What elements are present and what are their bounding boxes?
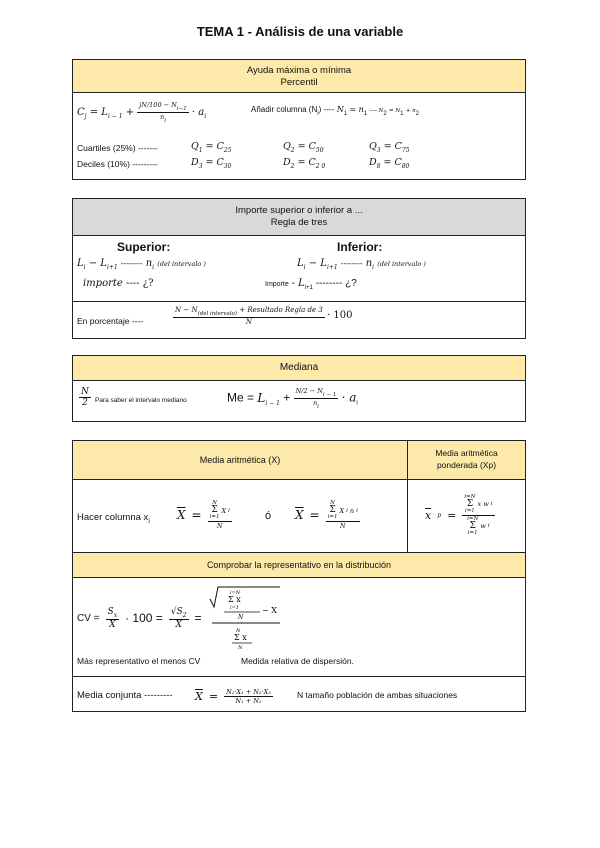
percentil-header-line2: Percentil (280, 77, 318, 88)
hacer-columna: Hacer columna $x_i$ (77, 512, 151, 525)
porcentaje-row (73, 302, 525, 339)
mas-representativo: Más representativo el menos CV (77, 656, 201, 666)
superior-label: Superior: (117, 240, 171, 254)
d2: $D_2 = C_{2 0}$ (283, 157, 326, 170)
svg-text:Σ x: Σ x (233, 633, 247, 642)
cv-row (73, 578, 525, 677)
comprobar-header: Comprobar la representativo en la distribución (73, 553, 525, 578)
conjunta-desc: N tamaño población de ambas situaciones (297, 690, 458, 700)
media-ponderada-formula: $\overline{x}$ p = i=N Σ i=1 x w i i=N Σ i=1 w i (425, 493, 493, 536)
cv-formula: CV = $\frac{S_x}{X}$ · 100 = $\frac{√S_2}{X}$ = i=N Σ x i=1 N − X N Σ x N (77, 596, 282, 640)
svg-text:− X: − X (261, 606, 277, 615)
svg-text:Σ x: Σ x (227, 595, 241, 604)
svg-text:N: N (237, 645, 242, 651)
deciles-label: Deciles (10%) --------- (77, 159, 158, 169)
percentil-header-line1: Ayuda máxima o mínima (246, 65, 352, 76)
q1: $Q_1 = C_{25}$ (191, 141, 232, 154)
media-formula-1: $\overline{X}$ = N Σ i=1 X i N (177, 500, 230, 530)
media-header-right (408, 441, 525, 479)
intervalo-mediano-label: Para saber el intervalo mediano (95, 397, 187, 404)
media-formulas-row (73, 480, 525, 553)
percentil-header (73, 60, 525, 93)
media-header-left: Media aritmética (X) (73, 441, 408, 479)
inferior-label: Inferior: (337, 240, 383, 254)
percentil-body (73, 93, 525, 179)
media-divider (407, 480, 408, 552)
add-column-text: Añadir columna $(N_i)$ ---- $N_1 = n_1$ ---- $N_2 = N_1 + n_2$ (251, 105, 419, 117)
superior-line2: importe ---- ¿? (83, 278, 154, 289)
regla-body (73, 236, 525, 302)
svg-text:i=N: i=N (229, 590, 240, 596)
media-header-right-line2: ponderada (Xp) (436, 460, 497, 470)
d3: $D_3 = C_{30}$ (191, 157, 232, 170)
percentil-formula: $C_j = L_{i - 1}$ + $\frac{jN/100 - N_{i-1}}{n_i}$ · $a_i$ (77, 101, 207, 124)
mediana-box (72, 355, 526, 422)
medida-relativa: Medida relativa de dispersión. (241, 656, 354, 666)
svg-text:N: N (235, 628, 240, 634)
svg-text:i=1: i=1 (229, 605, 239, 611)
mediana-formula: $Me = L_{i - 1}$ + $\frac{N/2 - N_{i - 1}}{n_i}$ · $a_i$ (227, 387, 358, 410)
porcentaje-formula: $\frac{N - N_{(del intervalo)} + Resultado Regla de 3}{N}$ · 100 (175, 306, 353, 326)
o-separator: ó (265, 510, 272, 522)
quartiles-label: Cuartiles (25%) ------- (77, 143, 158, 153)
media-header-row (73, 441, 525, 480)
q2: $Q_2 = C_{50}$ (283, 141, 324, 154)
regla-header-line2: Regla de tres (270, 217, 328, 228)
svg-text:N: N (237, 614, 243, 621)
conjunta-label: Media conjunta --------- (77, 690, 173, 701)
conjunta-formula: $\overline{X}$ = $\frac{\text{N₁·X₁ + N₂·X₂}}{\text{N₁ + N₂}}$ (195, 687, 271, 705)
mediana-header: Mediana (73, 356, 525, 381)
regla-header (73, 199, 525, 236)
superior-line1: $L_i - L_{i+1}$ -------- $n_i$ (del intervalo ) (77, 258, 206, 271)
d8: $D_8 = C_{80}$ (369, 157, 410, 170)
n-half: $\frac{N}{2}$ (81, 387, 89, 408)
regla-box (72, 198, 526, 339)
inferior-line1: $L_i - L_{i+1}$ -------- $n_i$ (del intervalo ) (297, 258, 426, 271)
regla-header-line1: Importe superior o inferior a ... (235, 205, 363, 216)
porcentaje-label: En porcentaje ---- (77, 316, 144, 326)
media-formula-2: $\overline{X}$ = N Σ i=1 X i n i N (295, 500, 358, 530)
media-header-right-line1: Media aritmética (435, 448, 498, 458)
mediana-body (73, 381, 525, 423)
media-box (72, 440, 526, 712)
page-title: TEMA 1 - Análisis de una variable (196, 24, 404, 39)
inferior-line2: Importe - $L_{i+1}$ -------- ¿? (265, 278, 357, 291)
percentil-box (72, 59, 526, 180)
q3: $Q_3 = C_{75}$ (369, 141, 410, 154)
cv-sqrt-fraction (208, 585, 282, 651)
conjunta-row (73, 677, 525, 715)
